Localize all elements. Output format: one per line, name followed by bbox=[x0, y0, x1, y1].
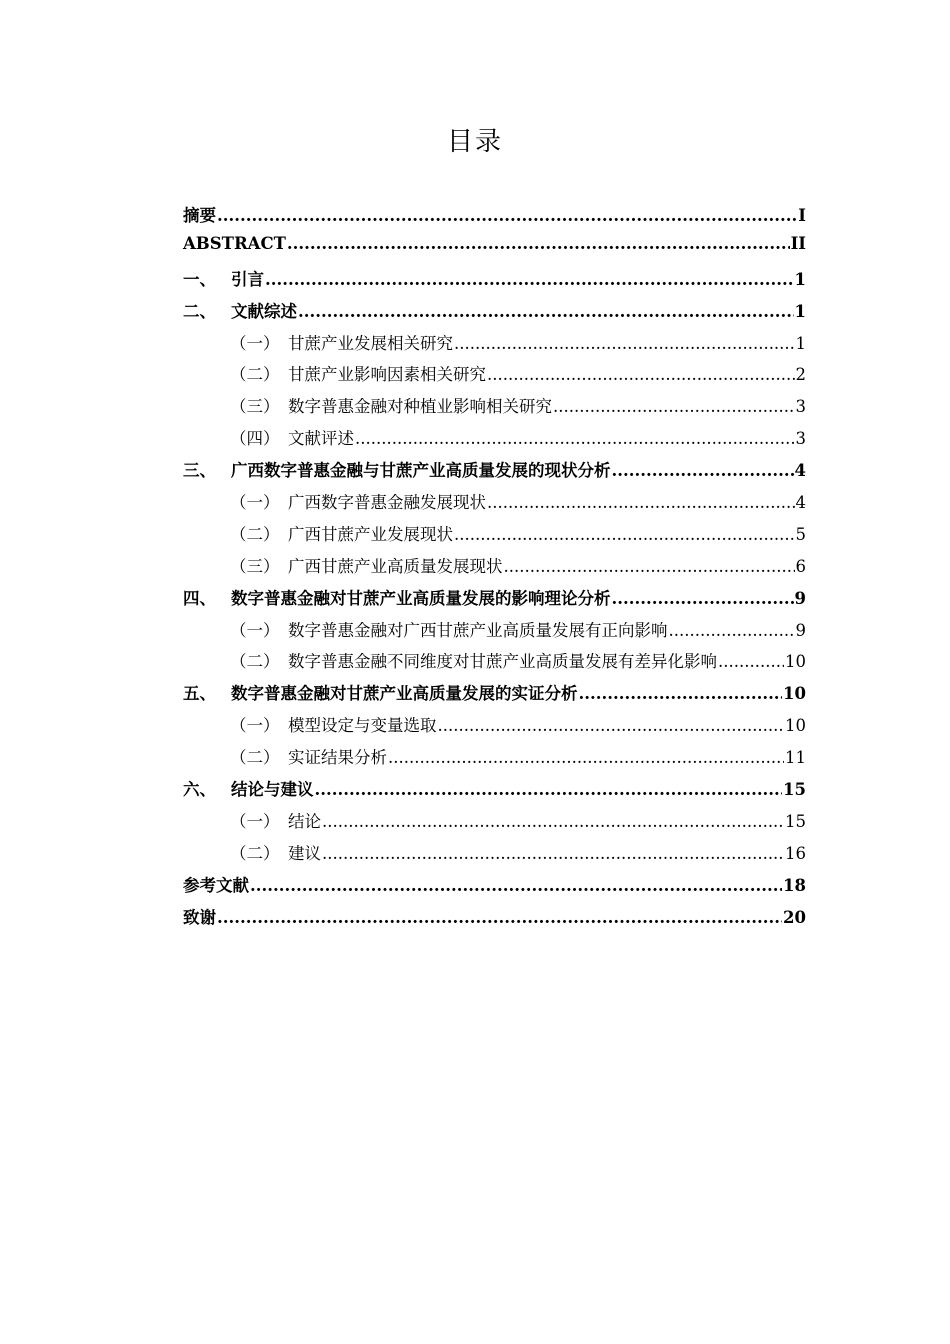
dot-leader bbox=[553, 397, 795, 416]
toc-entry-page-number: 4 bbox=[795, 493, 806, 513]
toc-entry-label: 甘蔗产业影响因素相关研究 bbox=[288, 365, 486, 385]
dot-leader bbox=[355, 429, 795, 448]
toc-entry[interactable] bbox=[183, 521, 806, 553]
dot-leader bbox=[718, 652, 784, 671]
dot-leader bbox=[669, 621, 795, 640]
toc-entry-number: （四） bbox=[230, 429, 280, 449]
toc-entry-page-number: 10 bbox=[785, 652, 806, 672]
dot-leader bbox=[322, 844, 784, 863]
toc-entry-page-number: 15 bbox=[785, 811, 806, 831]
toc-entry-page-number: 1 bbox=[794, 269, 806, 289]
toc-entry[interactable] bbox=[183, 553, 806, 585]
toc-entry-number: （一） bbox=[230, 716, 280, 736]
toc-entry[interactable] bbox=[183, 648, 806, 680]
toc-entry-page-number: 1 bbox=[794, 301, 806, 321]
toc-entry-label: 文献综述 bbox=[231, 301, 297, 321]
toc-entry-label: 模型设定与变量选取 bbox=[288, 716, 437, 736]
toc-entry-label: 广西数字普惠金融与甘蔗产业高质量发展的现状分析 bbox=[231, 461, 611, 481]
toc-entry[interactable] bbox=[183, 298, 806, 330]
toc-entry-page-number: 18 bbox=[783, 875, 806, 895]
toc-entry-number: （一） bbox=[230, 811, 280, 831]
toc-entry-number: 二、 bbox=[183, 301, 216, 321]
dot-leader bbox=[454, 525, 795, 544]
toc-entry[interactable] bbox=[183, 457, 806, 489]
toc-entry-number: （一） bbox=[230, 333, 280, 353]
toc-entry-label: 数字普惠金融不同维度对甘蔗产业高质量发展有差异化影响 bbox=[288, 652, 717, 672]
toc-entry-page-number: 9 bbox=[794, 588, 806, 608]
dot-leader bbox=[612, 589, 794, 608]
toc-entry-number: 一、 bbox=[183, 269, 216, 289]
toc-entry[interactable] bbox=[183, 330, 806, 362]
dot-leader bbox=[265, 270, 794, 289]
toc-entry-number: （二） bbox=[230, 748, 280, 768]
toc-entry-number: （二） bbox=[230, 524, 280, 544]
toc-entry-page-number: I bbox=[798, 206, 806, 225]
dot-leader bbox=[487, 365, 795, 384]
toc-entry-label: 文献评述 bbox=[288, 429, 354, 449]
toc-entry-label: 数字普惠金融对广西甘蔗产业高质量发展有正向影响 bbox=[288, 620, 668, 640]
toc-entry-label: 广西数字普惠金融发展现状 bbox=[288, 493, 486, 513]
toc-entry-number: （二） bbox=[230, 652, 280, 672]
dot-leader bbox=[487, 493, 795, 512]
toc-entry-label: 实证结果分析 bbox=[288, 748, 387, 768]
toc-entry-number: 三、 bbox=[183, 461, 216, 481]
table-of-contents bbox=[183, 202, 806, 935]
toc-entry-label: 数字普惠金融对种植业影响相关研究 bbox=[288, 397, 552, 417]
toc-entry-page-number: 9 bbox=[795, 620, 806, 640]
dot-leader bbox=[298, 302, 794, 321]
toc-entry-number: （一） bbox=[230, 493, 280, 513]
toc-entry-number: （二） bbox=[230, 365, 280, 385]
toc-entry-number: （一） bbox=[230, 620, 280, 640]
toc-entry-number: 五、 bbox=[183, 684, 216, 704]
toc-entry-label: 致谢 bbox=[183, 907, 216, 927]
dot-leader bbox=[579, 684, 783, 703]
toc-entry-label: 结论 bbox=[288, 811, 321, 831]
toc-entry-label: 参考文献 bbox=[183, 875, 249, 895]
toc-entry-page-number: II bbox=[790, 233, 806, 253]
toc-entry-label: 甘蔗产业发展相关研究 bbox=[288, 333, 453, 353]
toc-entry[interactable] bbox=[183, 585, 806, 617]
toc-entry[interactable] bbox=[183, 361, 806, 393]
toc-entry[interactable] bbox=[183, 776, 806, 808]
toc-entry[interactable] bbox=[183, 872, 806, 904]
toc-entry[interactable] bbox=[183, 617, 806, 649]
dot-leader bbox=[322, 812, 784, 831]
toc-entry-number: 四、 bbox=[183, 588, 216, 608]
toc-entry-page-number: 4 bbox=[794, 461, 806, 481]
toc-entry-page-number: 16 bbox=[785, 843, 806, 863]
toc-entry-number: （二） bbox=[230, 843, 280, 863]
toc-entry[interactable] bbox=[183, 808, 806, 840]
toc-entry-page-number: 10 bbox=[785, 716, 806, 736]
toc-entry[interactable] bbox=[183, 680, 806, 712]
toc-entry-page-number: 6 bbox=[795, 556, 806, 576]
toc-entry-page-number: 20 bbox=[783, 907, 806, 927]
toc-entry-label: 数字普惠金融对甘蔗产业高质量发展的影响理论分析 bbox=[231, 588, 611, 608]
toc-entry-label: 引言 bbox=[231, 269, 264, 289]
toc-entry-page-number: 15 bbox=[783, 780, 806, 800]
dot-leader bbox=[438, 716, 785, 735]
toc-entry[interactable] bbox=[183, 234, 806, 266]
toc-entry[interactable] bbox=[183, 904, 806, 936]
toc-entry-page-number: 1 bbox=[795, 333, 806, 353]
dot-leader bbox=[217, 206, 797, 225]
toc-entry-label: ABSTRACT bbox=[183, 233, 286, 253]
dot-leader bbox=[454, 334, 795, 353]
dot-leader bbox=[217, 908, 782, 927]
toc-entry-page-number: 3 bbox=[795, 429, 806, 449]
toc-entry[interactable] bbox=[183, 712, 806, 744]
dot-leader bbox=[287, 234, 790, 253]
dot-leader bbox=[250, 876, 782, 895]
toc-entry-label: 摘要 bbox=[183, 206, 216, 225]
toc-entry[interactable] bbox=[183, 489, 806, 521]
dot-leader bbox=[504, 557, 795, 576]
toc-entry[interactable] bbox=[183, 393, 806, 425]
toc-entry-page-number: 10 bbox=[783, 684, 806, 704]
toc-entry-label: 广西甘蔗产业发展现状 bbox=[288, 524, 453, 544]
toc-entry-page-number: 11 bbox=[785, 748, 806, 768]
toc-entry[interactable] bbox=[183, 266, 806, 298]
dot-leader bbox=[315, 780, 783, 799]
toc-entry-label: 建议 bbox=[288, 843, 321, 863]
toc-entry[interactable] bbox=[183, 202, 806, 234]
dot-leader bbox=[388, 748, 784, 767]
toc-entry-label: 数字普惠金融对甘蔗产业高质量发展的实证分析 bbox=[231, 684, 578, 704]
toc-entry-number: （三） bbox=[230, 397, 280, 417]
toc-title: 目录 bbox=[446, 127, 503, 157]
toc-entry-page-number: 5 bbox=[795, 524, 806, 544]
toc-entry-label: 广西甘蔗产业高质量发展现状 bbox=[288, 556, 503, 576]
toc-entry-page-number: 2 bbox=[795, 365, 806, 385]
toc-entry[interactable] bbox=[183, 840, 806, 872]
toc-entry[interactable] bbox=[183, 744, 806, 776]
toc-entry-number: （三） bbox=[230, 556, 280, 576]
toc-entry[interactable] bbox=[183, 425, 806, 457]
toc-entry-number: 六、 bbox=[183, 780, 216, 800]
toc-entry-label: 结论与建议 bbox=[231, 780, 314, 800]
dot-leader bbox=[612, 461, 794, 480]
toc-entry-page-number: 3 bbox=[795, 397, 806, 417]
